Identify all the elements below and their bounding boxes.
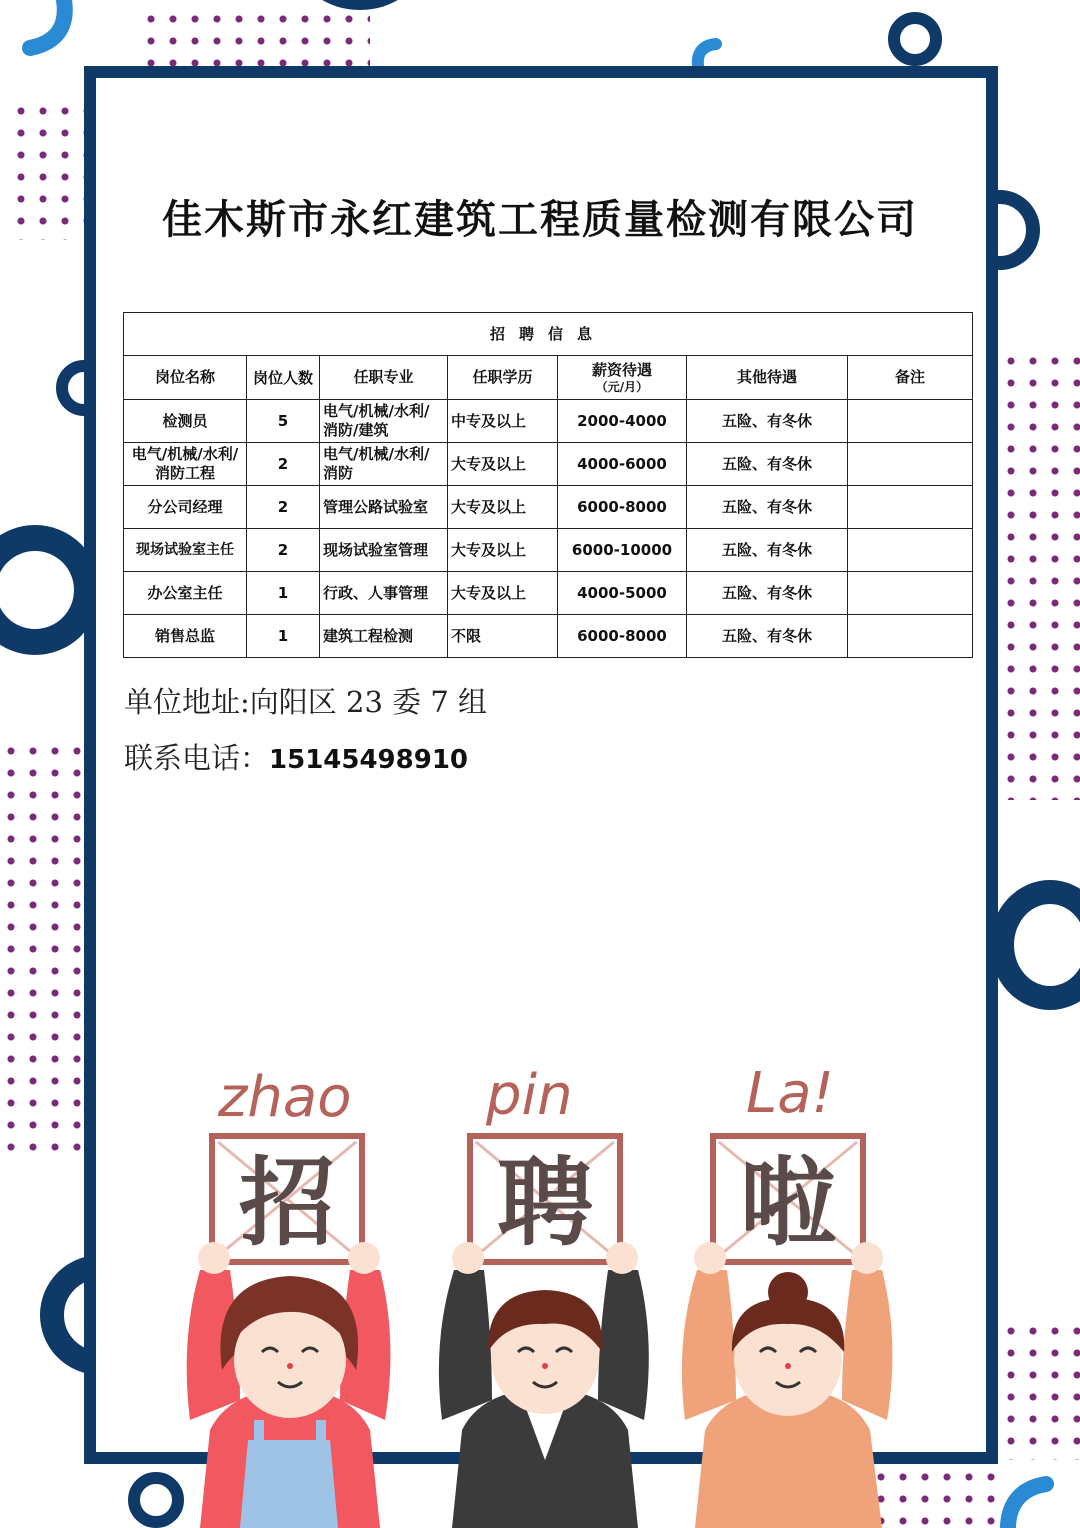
ring-right-large [990,880,1080,1010]
cell-remarks [848,572,973,615]
table-row [124,400,973,443]
cell-position: 电气/机械/水利/消防工程 [124,443,247,486]
table-row [124,572,973,615]
ring-top-right [888,12,942,66]
header-salary-label: 薪资待遇 [591,361,652,379]
cell-benefits: 五险、有冬休 [687,529,848,572]
cell-remarks [848,400,973,443]
cell-major: 行政、人事管理 [320,572,448,615]
cell-position: 办公室主任 [124,572,247,615]
cell-benefits: 五险、有冬休 [687,400,848,443]
table-row [124,615,973,658]
pinyin-pin: pin [486,1063,573,1128]
cell-salary: 6000-10000 [558,529,687,572]
dot-pattern-right-lower [1000,1320,1080,1460]
cell-position: 现场试验室主任 [124,529,247,572]
cell-salary: 2000-4000 [558,400,687,443]
address-value: 向阳区 23 委 7 组 [249,685,488,719]
cell-salary: 6000-8000 [558,615,687,658]
cell-remarks [848,529,973,572]
company-title: 佳木斯市永红建筑工程质量检测有限公司 [162,196,918,243]
cell-major: 建筑工程检测 [320,615,448,658]
cell-education: 中专及以上 [448,400,558,443]
table-row [124,529,973,572]
header-remarks: 备注 [848,356,973,400]
dot-pattern-left-lower [0,740,84,1160]
cell-education: 大专及以上 [448,529,558,572]
cell-headcount: 2 [247,486,320,529]
sign-char-la: 啦 [740,1147,836,1259]
table-row [124,486,973,529]
cell-benefits: 五险、有冬休 [687,486,848,529]
person-middle [439,1242,649,1528]
phone-label: 联系电话： [124,741,270,775]
header-major: 任职专业 [320,356,448,400]
cell-remarks [848,443,973,486]
recruiting-illustration [170,1040,910,1528]
arc-bottom-right [990,1470,1080,1528]
dot-pattern-left-upper [10,100,84,240]
cell-education: 不限 [448,615,558,658]
address-label: 单位地址: [124,685,250,719]
header-position: 岗位名称 [124,356,247,400]
dot-pattern-right [1000,350,1080,800]
person-right [682,1242,893,1528]
cell-position: 检测员 [124,400,247,443]
cell-major: 电气/机械/水利/消防 [320,443,448,486]
sign-char-pin: 聘 [497,1147,593,1259]
pinyin-zhao: zhao [218,1065,352,1130]
cell-major: 管理公路试验室 [320,486,448,529]
arc-top-left [0,0,120,70]
cell-position: 销售总监 [124,615,247,658]
cell-remarks [848,486,973,529]
table-caption: 招聘信息 [124,313,973,356]
header-salary-unit: （元/月） [595,380,649,394]
sign-char-zhao: 招 [239,1147,335,1259]
cell-headcount: 2 [247,443,320,486]
cell-education: 大专及以上 [448,486,558,529]
cell-benefits: 五险、有冬休 [687,572,848,615]
cell-headcount: 2 [247,529,320,572]
cell-headcount: 5 [247,400,320,443]
header-headcount: 岗位人数 [247,356,320,400]
cell-salary: 4000-6000 [558,443,687,486]
table-row [124,443,973,486]
header-education: 任职学历 [448,356,558,400]
table-header-row [124,356,973,400]
cell-major: 电气/机械/水利/消防/建筑 [320,400,448,443]
cell-benefits: 五险、有冬休 [687,443,848,486]
dot-pattern-top [140,8,370,66]
phone-line [124,736,468,777]
sign-right [713,1136,863,1262]
person-left [187,1242,391,1528]
cell-headcount: 1 [247,572,320,615]
header-salary [558,356,687,400]
cell-salary: 4000-5000 [558,572,687,615]
cell-education: 大专及以上 [448,443,558,486]
pinyin-la: La! [746,1061,834,1126]
sign-middle [470,1136,620,1262]
phone-number[interactable]: 15145498910 [269,745,469,775]
cell-benefits: 五险、有冬休 [687,615,848,658]
cell-major: 现场试验室管理 [320,529,448,572]
recruitment-table [123,312,973,658]
cell-education: 大专及以上 [448,572,558,615]
header-benefits: 其他待遇 [687,356,848,400]
address-line [124,680,487,721]
table-caption-row [124,313,973,356]
cell-position: 分公司经理 [124,486,247,529]
cell-remarks [848,615,973,658]
cell-salary: 6000-8000 [558,486,687,529]
sign-left [212,1136,362,1262]
cell-headcount: 1 [247,615,320,658]
